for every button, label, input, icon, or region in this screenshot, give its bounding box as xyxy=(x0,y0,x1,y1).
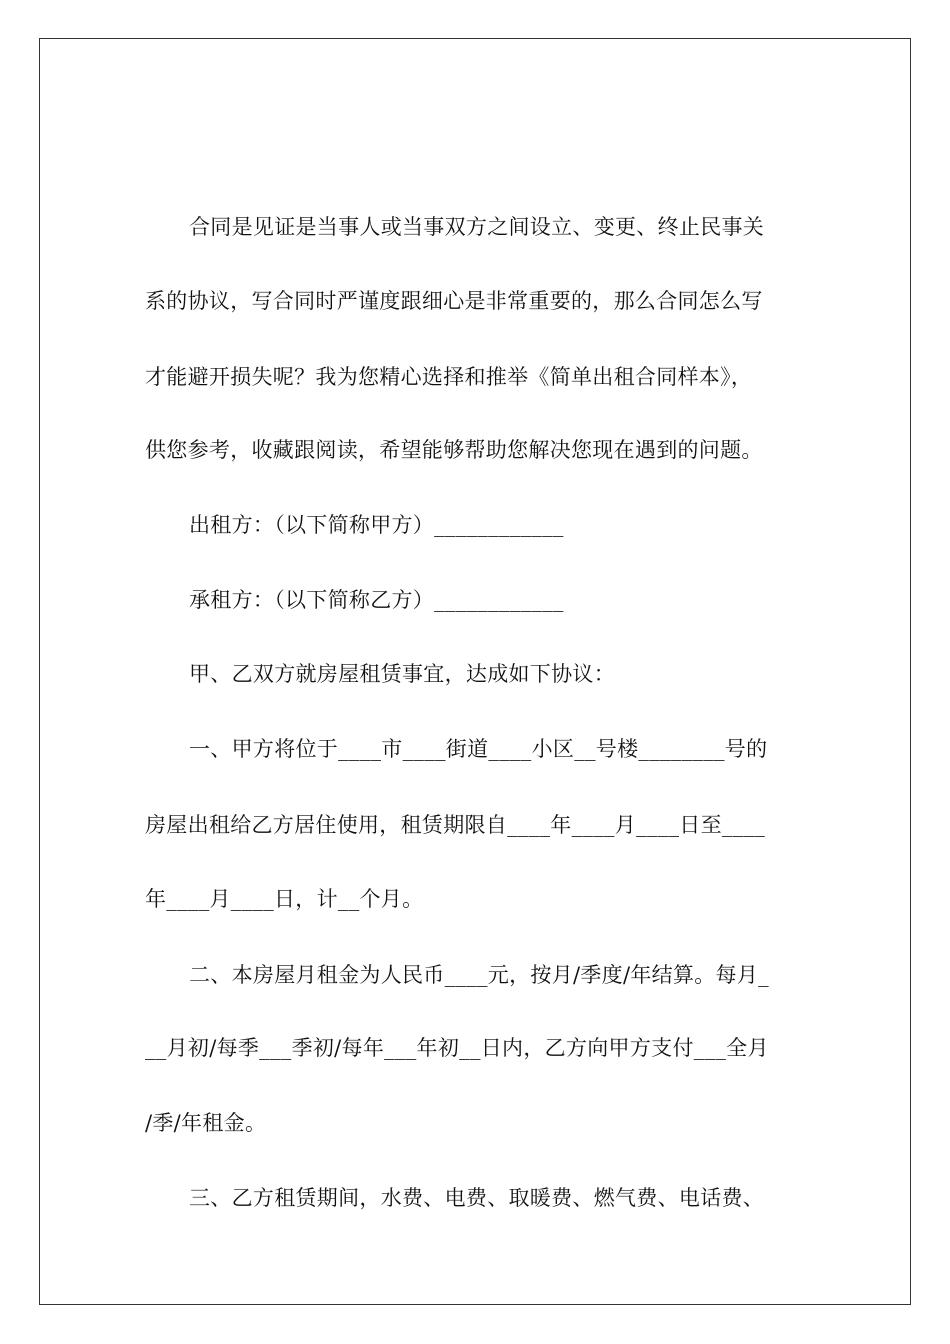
clause-3-line-1: 三、乙方租赁期间，水费、电费、取暖费、燃气费、电话费、 xyxy=(189,1186,765,1210)
paragraph-intro-line-1: 合同是见证是当事人或当事双方之间设立、变更、终止民事关 xyxy=(189,215,765,239)
paragraph-intro-line-3: 才能避开损失呢？我为您精心选择和推举《简单出租合同样本》， xyxy=(145,365,753,389)
clause-1-line-1: 一、甲方将位于____市____街道____小区__号楼________号的 xyxy=(189,737,768,761)
clause-2-line-2: __月初/每季___季初/每年___年初__日内，乙方向甲方支付___全月 xyxy=(145,1036,769,1060)
clause-2-line-3: /季/年租金。 xyxy=(145,1111,267,1135)
lessee-line: 承租方：（以下简称乙方）____________ xyxy=(189,588,564,612)
agreement-intro-line: 甲、乙双方就房屋租赁事宜，达成如下协议： xyxy=(189,662,615,686)
paragraph-intro-line-4: 供您参考，收藏跟阅读，希望能够帮助您解决您现在遇到的问题。 xyxy=(145,438,763,462)
paragraph-intro-line-2: 系的协议，写合同时严谨度跟细心是非常重要的，那么合同怎么写 xyxy=(145,289,763,313)
clause-1-line-3: 年____月____日，计__个月。 xyxy=(145,887,424,911)
clause-1-line-2: 房屋出租给乙方居住使用，租赁期限自____年____月____日至____ xyxy=(145,813,766,837)
clause-2-line-1: 二、本房屋月租金为人民币____元，按月/季度/年结算。每月_ xyxy=(189,963,769,987)
lessor-line: 出租方：（以下简称甲方）____________ xyxy=(189,513,564,537)
